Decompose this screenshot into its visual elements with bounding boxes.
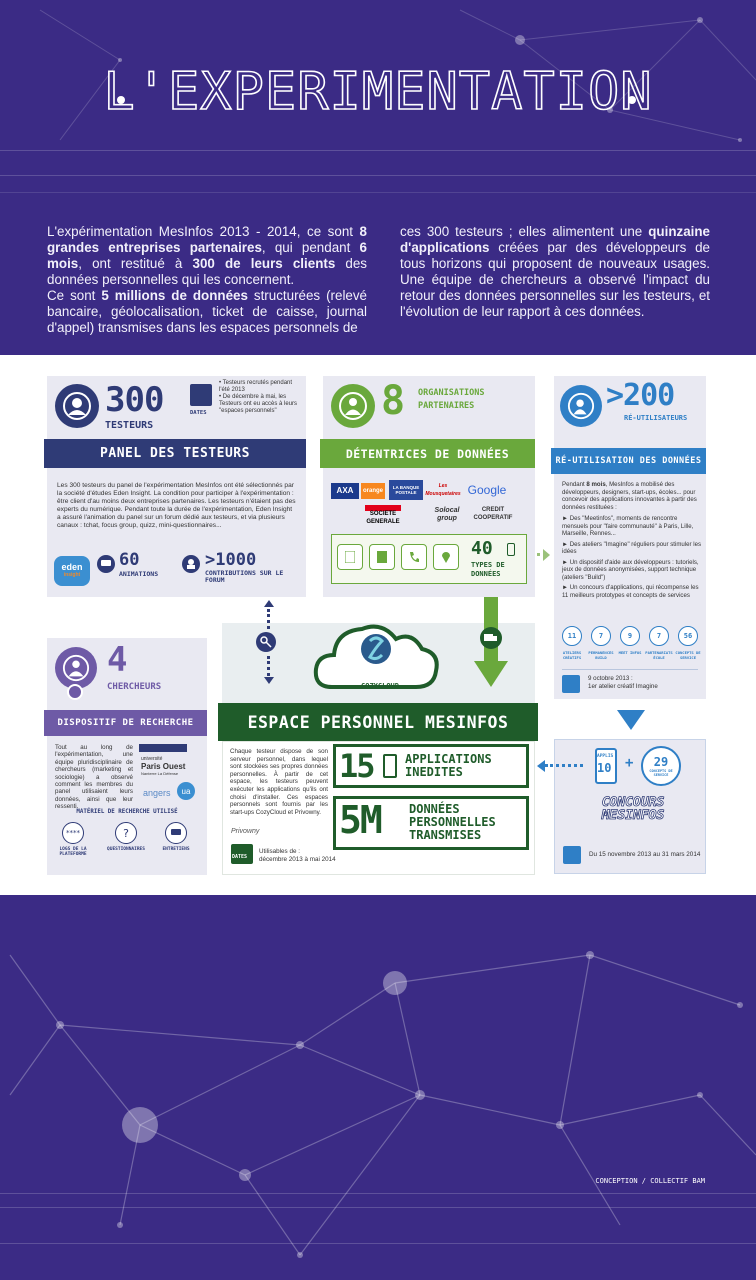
reuse-body-panel (554, 474, 706, 699)
reuse-intro: , MesInfos a mobilisé des développeurs, designers, start-ups, écoles... pour concevoir des applications innovantes à partir des données restituées : (562, 481, 697, 511)
calendar-icon (190, 384, 212, 406)
contributions-count: >1000 (205, 550, 257, 570)
list-item-text: Des "Meetinfos", moments de rencontre mensuels pour "faire communauté" à Paris, Lille, Marseille, Rennes... (562, 515, 694, 537)
data-types-label: TYPES DE (471, 561, 505, 569)
concepts-count: 29 (653, 755, 669, 769)
event-count-badge: 7 (649, 626, 669, 646)
list-item: ► Un concours d'applications, qui récompense les 11 meilleurs prototypes et concepts de services (562, 584, 699, 599)
event-count-badge: 56 (678, 626, 698, 646)
intro-column-1 (47, 224, 367, 336)
dotted-connector (267, 656, 270, 676)
intro-text: Ce sont (47, 288, 96, 303)
apps-label-text: APPLICATIONS (405, 752, 492, 766)
arrow-head-icon (537, 760, 545, 772)
intro-text: , ont restitué à (78, 256, 183, 271)
angers-logo-badge: ua (177, 782, 195, 800)
key-icon (256, 632, 276, 652)
orgs-count: 8 (381, 378, 406, 424)
header-section (0, 0, 756, 355)
footer-section (0, 895, 756, 1280)
list-item-text: Des ateliers "Imagine" réguliers pour stimuler les idées (562, 540, 702, 555)
apps-count: 10 (597, 761, 612, 775)
espace-text: Chaque testeur dispose de son serveur personnel, dans lequel sont stockées ses propres données personnelles. À partir de cet espace, les testeurs peuvent exécuter les applications qu'ils ont choisi d'installer. Ces espaces personnels sont fournis par les start-ups CozyCloud et Privowny. (230, 748, 328, 816)
tool-label: QUESTIONNAIRES (107, 847, 145, 852)
concours-logo-text: CONCOURS (601, 795, 665, 810)
apps-count: 15 (339, 747, 374, 785)
event-label: PARTENARIATS ÉCOLE (645, 650, 673, 660)
list-item: ► Des ateliers "Imagine" réguliers pour stimuler les idées (562, 540, 702, 555)
network-pattern-decoration (0, 895, 756, 1280)
concours-logo (593, 796, 673, 822)
testeurs-count: 300 (105, 380, 164, 420)
eden-logo-text: eden (61, 562, 83, 572)
footer-rule (0, 1243, 756, 1244)
partner-logo-solocal: Solocal group (434, 507, 460, 522)
list-item: ► Un dispositif d'aide aux développeurs : tutoriels, jeux de données anonymisées, support technique (ateliers "Build") (562, 558, 699, 581)
chat-icon (97, 555, 115, 573)
gear-icon (67, 684, 83, 700)
partner-logo-societe-generale: SOCIETE GENERALE (365, 505, 401, 525)
materiel-title: MATÉRIEL DE RECHERCHE UTILISÉ (76, 809, 178, 815)
intro-text: structurées (relevé bancaire, géolocalisation, ticket de caisse, journal d'appel) transmises dans les espaces personnels de (47, 288, 368, 335)
smartphone-icon (383, 754, 397, 778)
tool-label: LOGS DE LA PLATEFORME (59, 847, 87, 857)
univ-logo-text: Nanterre La Défense (141, 771, 179, 776)
university-logo-banner (139, 744, 187, 752)
testeurs-band: PANEL DES TESTEURS (44, 439, 306, 468)
calendar-icon (563, 846, 581, 864)
developer-icon (560, 385, 602, 427)
intro-highlight: 8 grandes entreprises partenaires (47, 224, 367, 255)
person-icon (55, 384, 99, 428)
testeurs-text: Les 300 testeurs du panel de l'expérimentation MesInfos ont été sélectionnés par la société d'études Eden Insight. La condition pour participer à l'expérimentation : être client d'au moins deux entreprises partenaires. Les testeurs n'étaient pas des experts du numérique. Pendant toute la durée de l'expérimentation, Eden Insight a assuré l'animation du panel sur un forum dédié aux testeurs, et via plusieurs canaux : tchat, focus group, quizz, mini-questionnaires... (57, 482, 296, 529)
list-item-text: Un concours d'applications, qui récompense les 11 meilleurs prototypes et concepts de services (562, 584, 699, 599)
list-item: ► Des "Meetinfos", moments de rencontre mensuels pour "faire communauté" à Paris, Lille, Marseille, Rennes... (562, 515, 694, 537)
dates-label: DATES (190, 410, 207, 416)
privowny-logo: Privowny (231, 828, 260, 835)
reuse-date-text: 9 octobre 2013 : (588, 675, 633, 682)
concours-dates: Du 15 novembre 2013 au 31 mars 2014 (589, 851, 701, 858)
question-icon: ? (115, 822, 137, 844)
tool-label: ENTRETIENS (162, 847, 190, 852)
paris-ouest-logo (141, 756, 201, 776)
calendar-icon (562, 675, 580, 693)
footer-rule (0, 1193, 756, 1194)
header-rule (0, 192, 756, 193)
intro-text: , qui pendant (261, 240, 351, 255)
divider (562, 669, 698, 670)
intro-column-2 (400, 224, 710, 320)
reuse-intro-highlight: 8 mois (586, 481, 606, 488)
testeurs-unit: TESTEURS (105, 420, 154, 431)
data-label (409, 803, 496, 842)
event-count-badge: 7 (591, 626, 611, 646)
data-types-label: DONNÉES (471, 570, 501, 578)
forum-icon (182, 555, 200, 573)
arrow-head-icon (543, 549, 550, 561)
event-label: PERMANENCES BUILD (588, 650, 614, 660)
angers-logo: angers (143, 788, 171, 798)
interview-icon (165, 822, 187, 844)
reuse-intro: Pendant (562, 481, 585, 488)
chercheurs-unit: CHERCHEURS (107, 682, 162, 692)
univ-logo-text: université (141, 756, 163, 762)
data-count: 5M (339, 798, 381, 842)
espace-band: ESPACE PERSONNEL MESINFOS (218, 703, 538, 741)
header-rule (0, 150, 756, 151)
reuse-unit: RÉ-UTILISATEURS (624, 414, 688, 422)
green-arrow-head-icon (474, 661, 508, 687)
partner-logo-google: Google (467, 483, 507, 497)
concours-panel (554, 739, 706, 874)
bank-statement-icon (369, 544, 395, 570)
orgs-label: ORGANISATIONS (418, 388, 485, 398)
univ-logo-text: Paris Ouest (141, 762, 186, 771)
partner-logo-mousquetaires: Les Mousquetaires (425, 483, 461, 497)
organisation-icon (331, 384, 375, 428)
intro-text: ces 300 testeurs ; elles alimentent une (400, 224, 643, 239)
dates-label: DATES (232, 854, 248, 860)
orgs-body-panel (323, 468, 535, 597)
eden-logo-subtext: insight (63, 572, 81, 578)
arrow-down-icon (617, 710, 645, 730)
intro-highlight: 6 mois (47, 240, 367, 271)
chercheurs-body-panel (47, 736, 207, 875)
dates-text: Testeurs recrutés pendant l'été 2013 (219, 380, 293, 393)
chercheurs-count: 4 (107, 640, 128, 680)
data-label-text: DONNÉES (409, 802, 460, 816)
researcher-icon (55, 647, 97, 689)
chercheurs-band: DISPOSITIF DE RECHERCHE (44, 710, 207, 736)
apps-label-text: INEDITES (405, 765, 463, 779)
data-label-text: TRANSMISES (409, 828, 482, 842)
eden-insight-logo (54, 556, 90, 586)
contributions-label: CONTRIBUTIONS SUR LE FORUM (205, 569, 284, 584)
cozycloud-label: COZYCLOUD (361, 682, 399, 690)
partner-logo-axa: AXA (331, 483, 359, 499)
event-label: CONCEPTS DE SERVICE (675, 650, 701, 660)
intro-highlight: quinzaine d'applications (400, 224, 710, 255)
animations-count: 60 (119, 550, 140, 570)
dotted-connector (267, 609, 270, 629)
apps-label: APPLIS (597, 754, 614, 759)
event-label: MEET INFOS (618, 650, 642, 655)
dotted-arrow (545, 764, 583, 767)
testeurs-body-panel (47, 468, 306, 597)
reuse-date (588, 675, 698, 691)
reuse-count: >200 (606, 378, 675, 413)
page-title: L'EXPERIMENTATION (103, 62, 653, 122)
intro-text: des données personnelles qui les concernent. (47, 256, 367, 287)
header-rule (0, 175, 756, 176)
event-count-badge: 11 (562, 626, 582, 646)
dates-text: De décembre à mai, les Testeurs ont eu accès à leurs "espaces personnels" (219, 394, 298, 414)
intro-text: créées par des développeurs de tous horizons qui proposent de nouveaux usages. Une équipe de chercheurs a observé l'impact du retour des données personnelles sur les testeurs, et l'évolution de leur rapport à ces données. (400, 240, 710, 319)
footer-rule (0, 1207, 756, 1208)
concours-logo-text: MESINFOS (601, 808, 665, 823)
document-icon (337, 544, 363, 570)
concepts-label: CONCEPTS DE SERVICE (649, 769, 673, 777)
testeurs-dates: • Testeurs recrutés pendant l'été 2013 • De décembre à mai, les Testeurs ont eu accès à leurs "espaces personnels" (219, 380, 298, 414)
apps-label (405, 753, 492, 779)
chercheurs-header-panel (47, 638, 207, 713)
espace-body-panel (222, 741, 535, 875)
footer-credit: CONCEPTION / COLLECTIF BAM (595, 1177, 705, 1185)
concepts-badge (641, 746, 681, 786)
list-item-text: Un dispositif d'aide aux développeurs : tutoriels, jeux de données anonymisées, support technique (ateliers "Build") (562, 558, 699, 581)
reuse-header-panel (554, 376, 706, 451)
reuse-text (562, 481, 702, 599)
logs-icon: **** (62, 822, 84, 844)
plus-sign: + (625, 755, 634, 771)
animations-label: ANIMATIONS (119, 570, 159, 578)
intro-highlight: 5 millions de données (101, 288, 248, 303)
event-label: ATELIERS CRÉATIFS (562, 650, 582, 660)
arrow-down-icon (264, 677, 274, 684)
espace-dates-text: Utilisables de : (259, 848, 300, 855)
espace-dates (259, 848, 339, 864)
data-label-text: PERSONNELLES (409, 815, 496, 829)
geolocation-icon (433, 544, 459, 570)
arrow-up-icon (264, 600, 274, 607)
intro-text: L'expérimentation MesInfos 2013 - 2014, ce sont (47, 224, 353, 239)
mobile-icon (507, 543, 515, 556)
partner-logo-banque-postale: LA BANQUE POSTALE (389, 480, 423, 500)
phone-icon (401, 544, 427, 570)
partner-logo-credit-cooperatif: CREDIT COOPERATIF (473, 507, 513, 521)
espace-dates-text: décembre 2013 à mai 2014 (259, 856, 336, 863)
data-types-count: 40 (471, 538, 493, 559)
orgs-band: DÉTENTRICES DE DONNÉES (320, 439, 535, 468)
event-count-badge: 9 (620, 626, 640, 646)
truck-icon (480, 627, 502, 649)
intro-highlight: 300 de leurs clients (192, 256, 336, 271)
partner-logo-orange: orange (361, 483, 385, 499)
reuse-date-text: 1er atelier créatif Imagine (588, 683, 658, 690)
orgs-label: PARTENAIRES (418, 401, 475, 411)
chercheurs-text: Tout au long de l'expérimentation, une équipe pluridisciplinaire de chercheurs (marketing et sociologie) a observé comment les membres du panel utilisaient leurs données, ainsi que leur ressenti. (55, 744, 133, 811)
infographic-section (0, 355, 756, 895)
reuse-band: RÉ-UTILISATION DES DONNÉES (551, 448, 706, 474)
reuse-bullet-list (562, 515, 702, 599)
